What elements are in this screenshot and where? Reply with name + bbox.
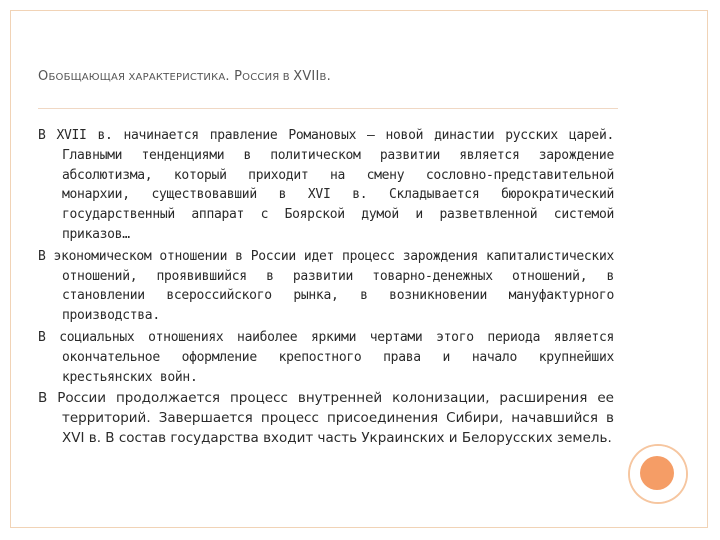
title-part: XVII — [293, 69, 320, 84]
paragraph-social: В социальных отношениях наиболее яркими чертами этого периода является окончательное оформление крепостного права и начало крупнейших крестьянских войн. — [38, 329, 614, 385]
title-part: В — [319, 72, 327, 83]
title-part: ОССИЯ В — [242, 72, 294, 83]
slide-title — [38, 69, 598, 84]
paragraph-political: В XVII в. начинается правление Романовых – новой династии русских царей. Главными тенденциями в политическом развитии является зарождение абсолютизма, который приходит на смену сословно-представительной монархии, существовавший в XVI в. Складывается бюрократический государственный аппарат с Боярской думой и разветвленной системой приказов… — [38, 128, 614, 242]
decorative-dot — [640, 456, 674, 490]
paragraph-colonization: В России продолжается процесс внутренней колонизации, расширения ее территорий. Завершается процесс присоединения Сибири, начавшийся в XVI в. В состав государства входит часть Украинских и Белорусских земель. — [38, 390, 614, 446]
title-part: БОБЩАЮЩАЯ ХАРАКТЕРИСТИКА — [48, 72, 226, 83]
title-divider — [38, 108, 618, 109]
title-part: . — [326, 69, 331, 84]
title-part: . Р — [225, 69, 243, 84]
paragraph-economic: В экономическом отношении в России идет процесс зарождения капиталистических отношений, проявившийся в развитии товарно-денежных отношений, в становлении всероссийского рынка, в возникновении мануфактурного производства. — [38, 248, 614, 324]
title-part: О — [38, 69, 49, 84]
slide-content — [38, 126, 614, 451]
